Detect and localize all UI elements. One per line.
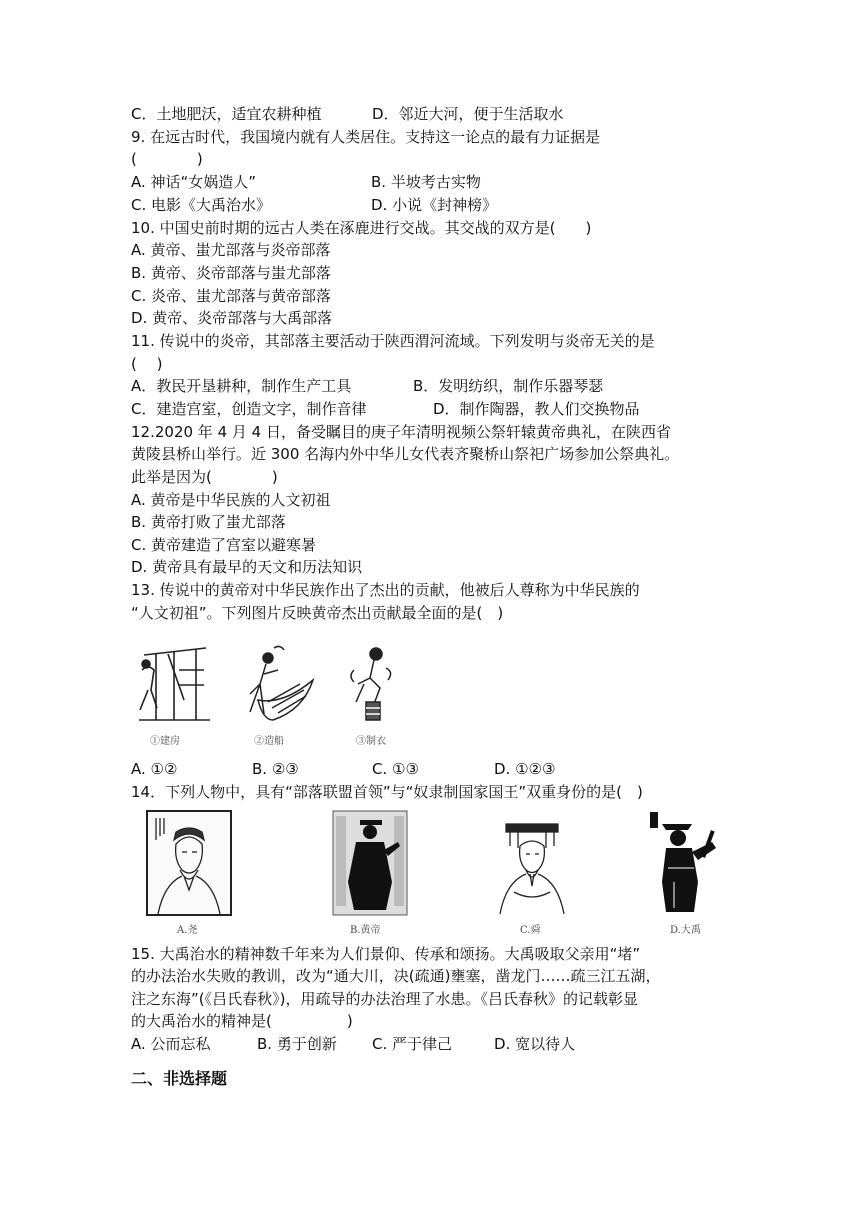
answer-blank: ( ) xyxy=(131,150,203,168)
option-d: D. 黄帝、炎帝部落与大禹部落 xyxy=(131,309,333,327)
option-b: B. ②③ xyxy=(252,760,299,778)
question-15-cont: 注之东海”(《吕氏春秋》)，用疏导的办法治理了水患。《吕氏春秋》的记载彰显 xyxy=(131,990,638,1008)
option-c: C. ①③ xyxy=(372,760,419,778)
option-b: B. 半坡考古实物 xyxy=(371,173,481,191)
figure-caption: A.尧 xyxy=(177,925,198,936)
question-13: 13. 传说中的黄帝对中华民族作出了杰出的贡献，他被后人尊称为中华民族的 xyxy=(131,581,640,599)
question-11: 11. 传说中的炎帝，其部落主要活动于陕西渭河流域。下列发明与炎帝无关的是 xyxy=(131,332,655,350)
question-14: 14．下列人物中，具有“部落联盟首领”与“奴隶制国家国王”双重身份的是( ) xyxy=(131,783,643,801)
answer-blank: ( ) xyxy=(131,355,163,373)
question-15-cont: 的办法治水失败的教训，改为“通大川，决(疏通)壅塞，凿龙门……疏三江五湖， xyxy=(131,967,661,985)
clothes-making-figure xyxy=(340,640,400,730)
figure-caption: ③制衣 xyxy=(356,736,386,747)
option-c: C. 炎帝、蚩尤部落与黄帝部落 xyxy=(131,287,332,305)
house-building-figure xyxy=(134,640,214,730)
question-9: 9. 在远古时代，我国境内就有人类居住。支持这一论点的最有力证据是 xyxy=(131,128,601,146)
option-b: B. 黄帝、炎帝部落与蚩尤部落 xyxy=(131,264,331,282)
option-line xyxy=(131,104,321,124)
option-a: A. 黄帝是中华民族的人文初祖 xyxy=(131,491,331,509)
option-a: A. ①② xyxy=(131,760,178,778)
option-d: D．制作陶器，教人们交换物品 xyxy=(433,400,640,418)
option-a: A．教民开垦耕种，制作生产工具 xyxy=(131,377,352,395)
question-12-cont: 此举是因为( ) xyxy=(131,468,278,486)
option-b: B. 黄帝打败了蚩尤部落 xyxy=(131,513,286,531)
option-c: C．土地肥沃，适宜农耕种植 xyxy=(131,105,322,123)
figure-caption: D.大禹 xyxy=(670,925,701,936)
option-b: B．发明纺织，制作乐器琴瑟 xyxy=(413,377,604,395)
question-15-cont: 的大禹治水的精神是( ) xyxy=(131,1012,353,1030)
option-a: A. 神话“女娲造人” xyxy=(131,173,257,191)
question-15: 15. 大禹治水的精神数千年来为人们景仰、传承和颂扬。大禹吸取父亲用“堵” xyxy=(131,945,641,963)
option-a: A. 公而忘私 xyxy=(131,1035,211,1053)
option-b: B. 勇于创新 xyxy=(257,1035,337,1053)
option-c: C．建造宫室，创造文字，制作音律 xyxy=(131,400,367,418)
question-13-cont: “人文初祖”。下列图片反映黄帝杰出贡献最全面的是( ) xyxy=(131,604,504,622)
option-c: C. 黄帝建造了宫室以避寒暑 xyxy=(131,536,317,554)
figure-caption: ①建房 xyxy=(150,736,180,747)
option-c: C. 严于律己 xyxy=(372,1035,453,1053)
question-12-cont: 黄陵县桥山举行。近 300 名海内外中华儿女代表齐聚桥山祭祀广场参加公祭典礼。 xyxy=(131,445,680,463)
shun-portrait xyxy=(494,812,570,916)
option-d: D. 黄帝具有最早的天文和历法知识 xyxy=(131,558,363,576)
option-c: C. 电影《大禹治水》 xyxy=(131,196,272,214)
figure-caption: B.黄帝 xyxy=(350,925,381,936)
dayu-figure xyxy=(644,808,724,916)
option-d: D．邻近大河，便于生活取水 xyxy=(372,105,564,123)
figure-caption: ②造船 xyxy=(254,736,284,747)
section-heading: 二、非选择题 xyxy=(131,1069,228,1088)
boat-building-figure xyxy=(238,640,318,730)
question-10: 10. 中国史前时期的远古人类在涿鹿进行交战。其交战的双方是( ) xyxy=(131,219,592,237)
figure-caption: C.舜 xyxy=(520,925,541,936)
question-12: 12.2020 年 4 月 4 日，备受瞩目的庚子年清明视频公祭轩辕黄帝典礼，在陕西省 xyxy=(131,423,671,441)
option-a: A. 黄帝、蚩尤部落与炎帝部落 xyxy=(131,241,331,259)
option-d: D. ①②③ xyxy=(494,760,556,778)
huangdi-figure xyxy=(332,810,408,916)
option-d: D. 小说《封神榜》 xyxy=(371,196,498,214)
option-d: D. 宽以待人 xyxy=(494,1035,576,1053)
yao-portrait xyxy=(146,810,232,916)
